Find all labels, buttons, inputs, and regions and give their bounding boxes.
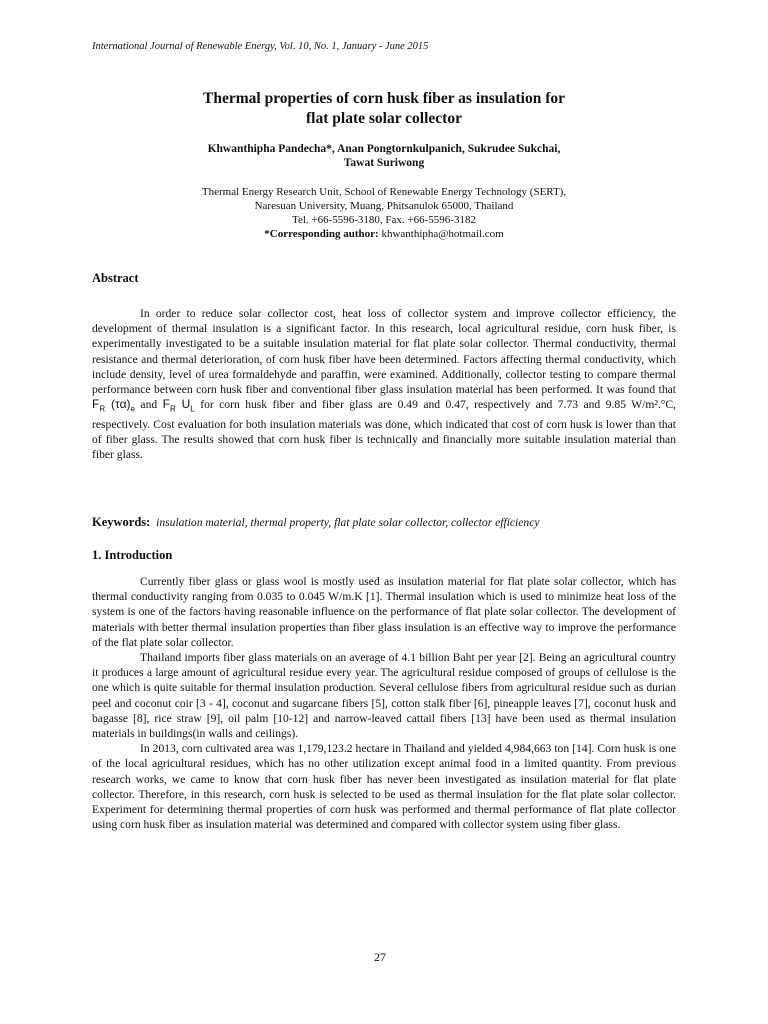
author-list: [92, 142, 676, 170]
corresponding-author: [92, 227, 676, 241]
abstract-text-1: In order to reduce solar collector cost, heat loss of collector system and improve collector efficiency, the development of thermal insulation is a significant factor. In this research, local agricultural residue, corn husk fiber, is experimentally investigated to be a suitable insulation material for flat plate solar collector. Thermal conductivity, thermal resistance and thermal deterioration, of corn husk fiber have been determined. Factors affecting thermal conductivity, which include density, level of urea formaldehyde and paraffin, were examined. Additionally, collector testing to compare thermal performance between corn husk fiber and conventional fiber glass insulation material has been performed. It was found that: [92, 307, 676, 397]
intro-paragraph: In 2013, corn cultivated area was 1,179,123.2 hectare in Thailand and yielded 4,984,663 ton [14]. Corn husk is one of the local agricultural residues, which has no other utilization except animal food in a limited quantity. From previous research works, we came to know that corn husk fiber has never been investigated as insulation material for flat plate collector. Therefore, in this research, corn husk is selected to be used as thermal insulation for the flat plate solar collector. Experiment for determining thermal properties of corn husk was performed and thermal performance of flat plate collector using corn husk fiber as insulation material was determined and compared with collector system using fiber glass.: [92, 742, 676, 832]
affiliation: [92, 185, 676, 241]
intro-paragraph: Thailand imports fiber glass materials on an average of 4.1 billion Baht per year [2]. Being an agricultural country it produces a large amount of agricultural residue every year. The agricultural residue composed of groups of cellulose is the one which is quite suitable for thermal insulation production. Several cellulose fibers from agricultural residue such as durian peel and coconut coir [3 - 4], coconut and sugarcane fibers [5], cotton stalk fiber [6], pineapple leaves [7], coconut husk and bagasse [8], rice straw [9], oil palm [10-12] and narrow-leaved cattail fibers [13] have been used as thermal insulation materials in buildings(in walls and ceilings).: [92, 651, 676, 741]
abstract-and: and: [140, 398, 158, 412]
abstract-body: [92, 306, 676, 462]
affiliation-line-2: Naresuan University, Muang, Phitsanulok 65000, Thailand: [254, 200, 514, 212]
keywords-label: Keywords:: [92, 515, 151, 529]
title-line-2: flat plate solar collector: [306, 110, 462, 127]
corresponding-email[interactable]: khwanthipha@hotmail.com: [381, 228, 504, 240]
abstract-text-2: for corn husk fiber and fiber glass are 0.49 and 0.47, respectively and 7.73 and 9.85 W/m².°C, respectively. Cost evaluation for both insulation materials was done, which indicated that cost of corn husk is lower than that of fiber glass. The results showed that corn husk fiber is technically and financially more suitable insulation material than fiber glass.: [92, 398, 677, 462]
abstract-heading: Abstract: [92, 271, 139, 285]
keywords: [92, 515, 692, 530]
authors-line-1: Khwanthipha Pandecha*, Anan Pongtornkulpanich, Sukrudee Sukchai,: [207, 143, 561, 155]
paper-title: [92, 89, 676, 129]
introduction-heading: 1. Introduction: [92, 548, 173, 562]
keywords-list: insulation material, thermal property, flat plate solar collector, collector efficiency: [156, 516, 540, 529]
journal-header: International Journal of Renewable Energy, Vol. 10, No. 1, January - June 2015: [92, 41, 429, 52]
corresponding-label: *Corresponding author:: [264, 228, 379, 240]
affiliation-line-1: Thermal Energy Research Unit, School of Renewable Energy Technology (SERT),: [201, 186, 567, 198]
authors-line-2: Tawat Suriwong: [343, 157, 425, 169]
formula-loss-coefficient: $F_R$ $U_L$: [162, 397, 195, 414]
intro-paragraph: Currently fiber glass or glass wool is mostly used as insulation material for flat plate solar collector, which has thermal conductivity ranging from 0.035 to 0.045 W/m.K [1]. Thermal insulation which is used to minimize heat loss of the system is one of the factors having reasonable influence on the performance of flat plate solar collector. The development of materials with better thermal insulation properties than fiber glass insulation is an effective way to improve the performance of the flat plate solar collector.: [92, 575, 676, 649]
page-number: 27: [374, 950, 386, 964]
formula-tau-alpha: $F_R$ $(\tau\alpha)_e$: [92, 397, 135, 414]
introduction-body: [92, 574, 676, 832]
title-line-1: Thermal properties of corn husk fiber as insulation for: [203, 90, 565, 107]
affiliation-contact: Tel. +66-5596-3180, Fax. +66-5596-3182: [292, 214, 476, 226]
